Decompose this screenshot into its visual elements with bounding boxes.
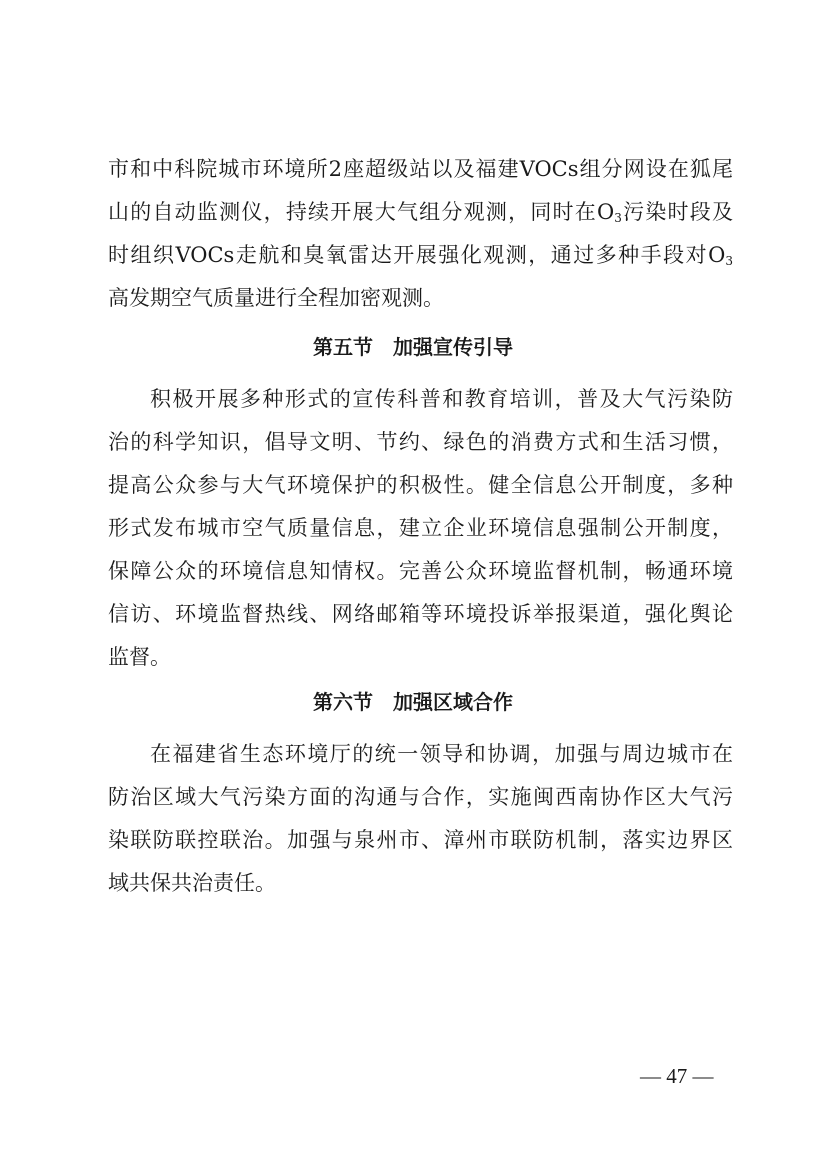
text-line: 高发期空气质量进行全程加密观测。 bbox=[108, 286, 444, 310]
text-segment: 山的自动监测仪，持续开展大气组分观测，同时在O bbox=[108, 200, 615, 224]
text-line: 形式发布城市空气质量信息，建立企业环境信息强制公开制度， bbox=[108, 516, 733, 540]
text-line: 染联防联控联治。加强与泉州市、漳州市联防机制，落实边界区 bbox=[108, 828, 733, 852]
text-line: 市和中科院城市环境所2座超级站以及福建VOCs组分网设在狐尾 bbox=[108, 157, 733, 181]
text-segment: 污染时段及 bbox=[621, 200, 733, 224]
page-number: — 47 — bbox=[640, 1064, 714, 1088]
section-heading: 第六节 加强区域合作 bbox=[313, 690, 513, 714]
text-line: 信访、环境监督热线、网络邮箱等环境投诉举报渠道，强化舆论 bbox=[108, 602, 733, 626]
subscript: 3 bbox=[614, 211, 622, 225]
subscript: 3 bbox=[725, 254, 733, 268]
text-line: 监督。 bbox=[108, 645, 171, 669]
text-line bbox=[108, 234, 733, 277]
text-line: 治的科学知识，倡导文明、节约、绿色的消费方式和生活习惯， bbox=[108, 430, 733, 454]
paragraph-monitoring bbox=[108, 148, 733, 320]
text-line: 在福建省生态环境厅的统一领导和协调，加强与周边城市在 bbox=[150, 742, 733, 766]
paragraph-publicity bbox=[108, 378, 733, 679]
text-line: 保障公众的环境信息知情权。完善公众环境监督机制，畅通环境 bbox=[108, 559, 733, 583]
paragraph-cooperation bbox=[108, 733, 733, 905]
text-line: 防治区域大气污染方面的沟通与合作，实施闽西南协作区大气污 bbox=[108, 785, 733, 809]
text-line bbox=[108, 191, 733, 234]
text-line: 域共保共治责任。 bbox=[108, 871, 276, 895]
section-heading: 第五节 加强宣传引导 bbox=[313, 335, 513, 359]
text-segment: 时组织VOCs走航和臭氧雷达开展强化观测，通过多种手段对O bbox=[108, 243, 726, 267]
text-line: 提高公众参与大气环境保护的积极性。健全信息公开制度，多种 bbox=[108, 473, 733, 497]
text-line: 积极开展多种形式的宣传科普和教育培训，普及大气污染防 bbox=[150, 387, 733, 411]
